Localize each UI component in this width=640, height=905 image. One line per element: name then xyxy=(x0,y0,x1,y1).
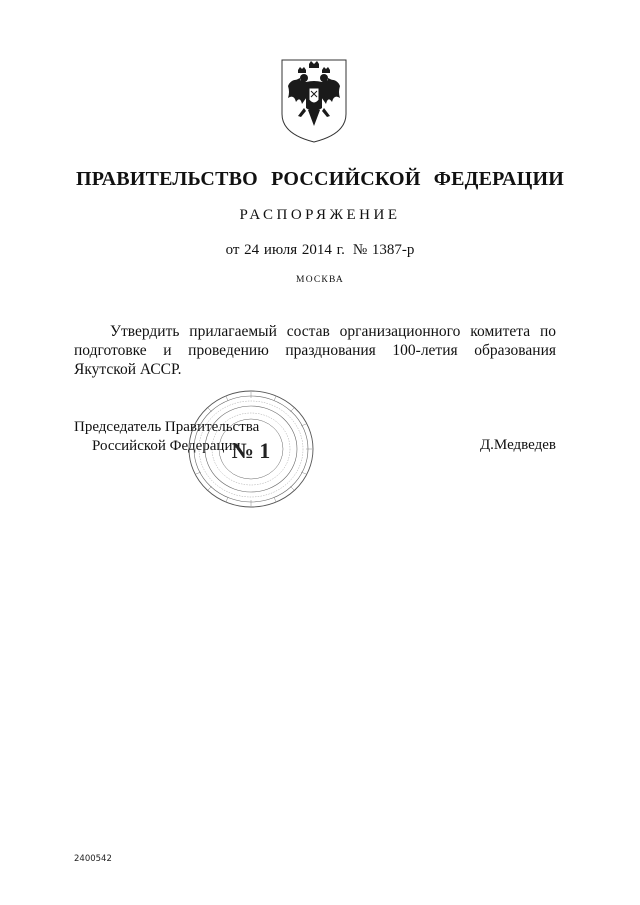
document-date: от 24 июля 2014 г. xyxy=(225,242,345,258)
seal-number: № 1 xyxy=(231,438,271,463)
official-seal-icon xyxy=(186,388,316,510)
government-title: ПРАВИТЕЛЬСТВО РОССИЙСКОЙ ФЕДЕРАЦИИ xyxy=(76,168,564,190)
signer-position-line2: Российской Федерации xyxy=(92,438,241,454)
order-paragraph: Утвердить прилагаемый состав организационного комитета по подготовке и проведению празднования 100-летия образования Якутской АССР. xyxy=(74,323,556,378)
document-number: № 1387-р xyxy=(352,242,415,258)
document-code: 2400542 xyxy=(74,854,112,864)
signer-position-line1: Председатель Правительства xyxy=(74,419,260,435)
city: МОСКВА xyxy=(296,275,344,285)
coat-of-arms-icon xyxy=(276,56,352,144)
signer-name: Д.Медведев xyxy=(479,437,556,453)
document-type: РАСПОРЯЖЕНИЕ xyxy=(239,207,401,223)
document-date-line xyxy=(0,242,640,259)
